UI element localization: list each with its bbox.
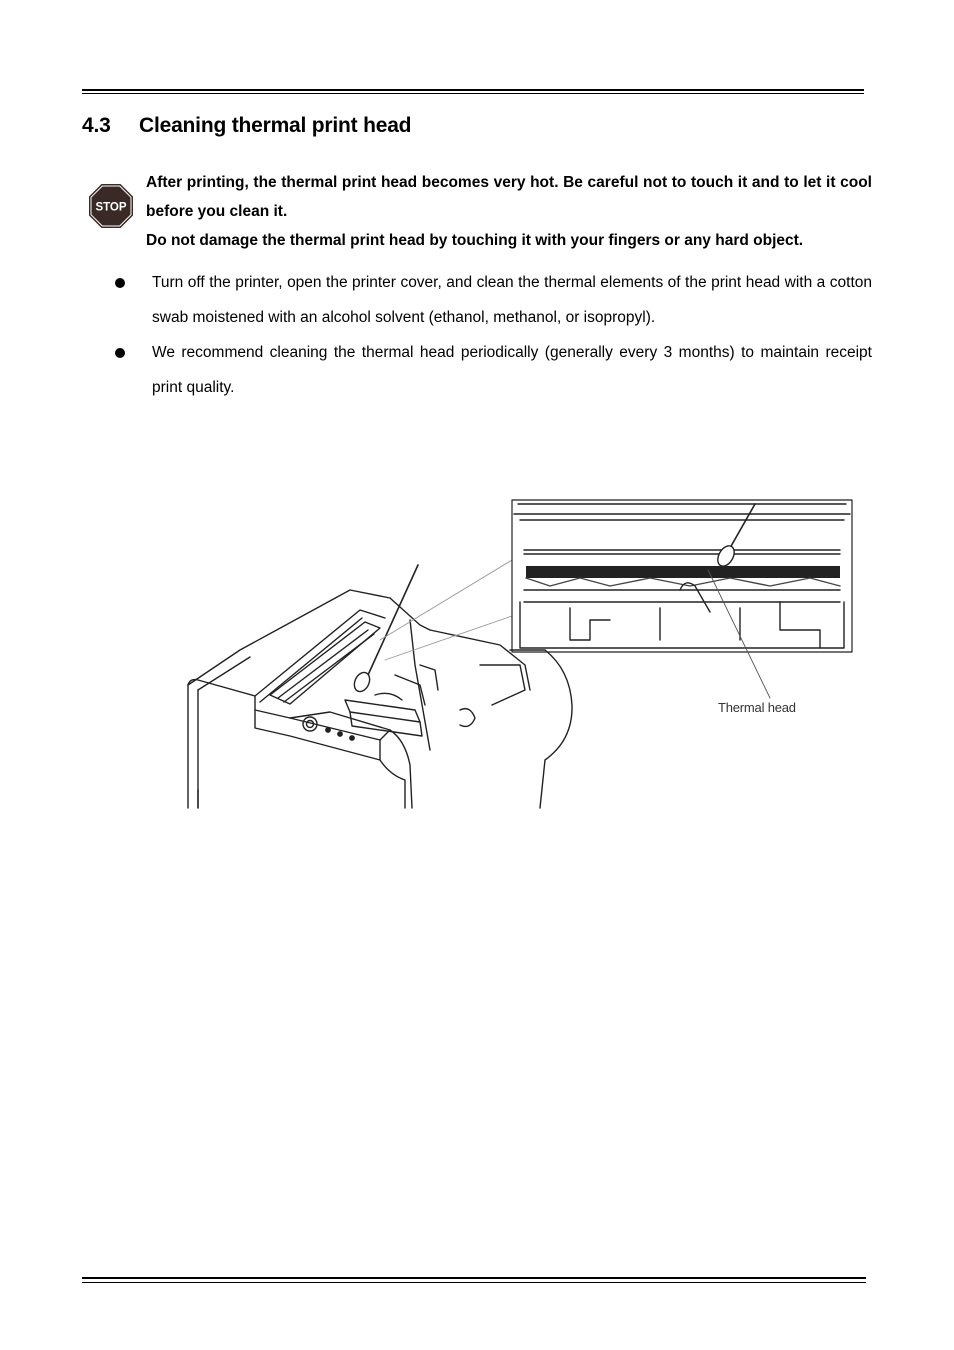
footer-rule — [82, 1277, 866, 1279]
section-heading — [82, 114, 411, 138]
list-item-text: We recommend cleaning the thermal head periodically (generally every 3 months) to maintain receipt print quality. — [152, 344, 872, 396]
warning-line-2: Do not damage the thermal print head by touching it with your fingers or any hard object. — [146, 232, 804, 249]
list-item — [112, 335, 872, 405]
stop-sign-label: STOP — [95, 201, 127, 214]
warning-block — [146, 168, 872, 255]
bullet-icon — [115, 278, 125, 288]
printer-illustration — [180, 490, 870, 810]
thermal-head-callout: Thermal head — [718, 700, 796, 715]
header-rule — [82, 89, 864, 91]
header-rule-thin — [82, 93, 864, 94]
list-item — [112, 265, 872, 335]
bullet-icon — [115, 348, 125, 358]
section-number: 4.3 — [82, 114, 111, 137]
section-title: Cleaning thermal print head — [139, 114, 412, 137]
footer-rule-thin — [82, 1282, 866, 1283]
list-item-text: Turn off the printer, open the printer cover, and clean the thermal elements of the print head with a cotton swab moistened with an alcohol solvent (ethanol, methanol, or isopropyl). — [152, 274, 872, 326]
warning-line-1: After printing, the thermal print head becomes very hot. Be careful not to touch it and to let it cool before you clean it. — [146, 174, 872, 220]
instruction-list — [112, 265, 872, 405]
stop-sign-icon — [88, 183, 134, 229]
